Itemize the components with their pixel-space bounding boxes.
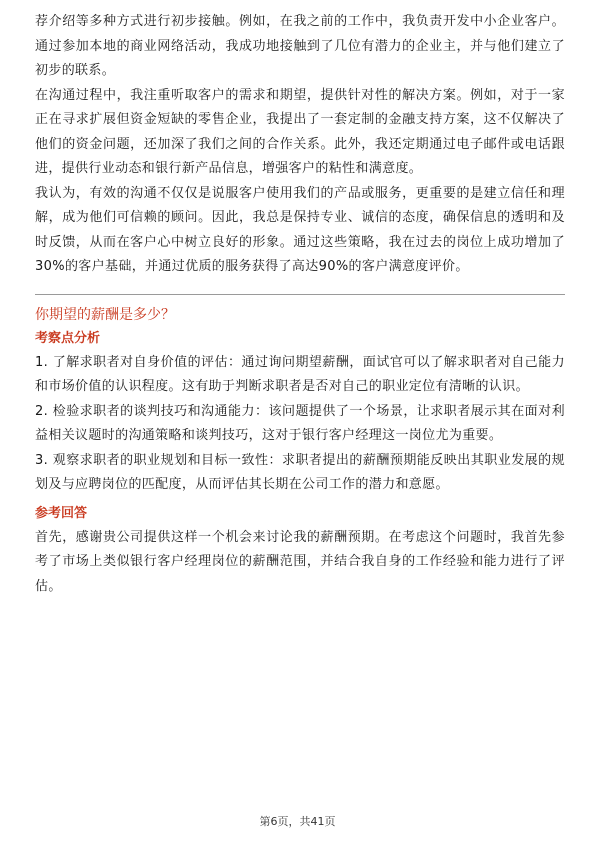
body-paragraph: 在沟通过程中，我注重听取客户的需求和期望，提供针对性的解决方案。例如，对于一家正在寻求扩展但资金短缺的零售企业，我提出了一套定制的金融支持方案，这不仅解决了他们的资金问题，还加深了我们之间的合作关系。此外，我还定期通过电子邮件或电话跟进，提供行业动态和银行新产品信息，增强客户的粘性和满意度。: [35, 87, 565, 176]
analysis-point: 3. 观察求职者的职业规划和目标一致性：求职者提出的薪酬预期能反映出其职业发展的规划及与应聘岗位的匹配度，从而评估其长期在公司工作的潜力和意愿。: [35, 452, 565, 492]
document-page: [35, 10, 565, 599]
points-heading: 考察点分析: [35, 330, 101, 346]
page-number: 第6页，共41页: [259, 815, 336, 828]
analysis-point: 1. 了解求职者对自身价值的评估：通过询问期望薪酬，面试官可以了解求职者对自己能力和市场价值的认识程度。这有助于判断求职者是否对自己的职业定位有清晰的认识。: [35, 354, 565, 394]
section-divider: [35, 294, 565, 295]
answer-heading: 参考回答: [35, 505, 88, 521]
question-title: 你期望的薪酬是多少？: [35, 306, 175, 323]
body-paragraph: 我认为，有效的沟通不仅仅是说服客户使用我们的产品或服务，更重要的是建立信任和理解，成为他们可信赖的顾问。因此，我总是保持专业、诚信的态度，确保信息的透明和及时反馈，从而在客户心中树立良好的形象。通过这些策略，我在过去的岗位上成功增加了30%的客户基础，并通过优质的服务获得了高达90%的客户满意度评价。: [35, 185, 565, 274]
analysis-point: 2. 检验求职者的谈判技巧和沟通能力：该问题提供了一个场景，让求职者展示其在面对利益相关议题时的沟通策略和谈判技巧，这对于银行客户经理这一岗位尤为重要。: [35, 403, 565, 443]
body-paragraph: 荐介绍等多种方式进行初步接触。例如，在我之前的工作中，我负责开发中小企业客户。通过参加本地的商业网络活动，我成功地接触到了几位有潜力的企业主，并与他们建立了初步的联系。: [35, 14, 565, 78]
answer-paragraph: 首先，感谢贵公司提供这样一个机会来讨论我的薪酬预期。在考虑这个问题时，我首先参考了市场上类似银行客户经理岗位的薪酬范围，并结合我自身的工作经验和能力进行了评估。: [35, 529, 565, 594]
